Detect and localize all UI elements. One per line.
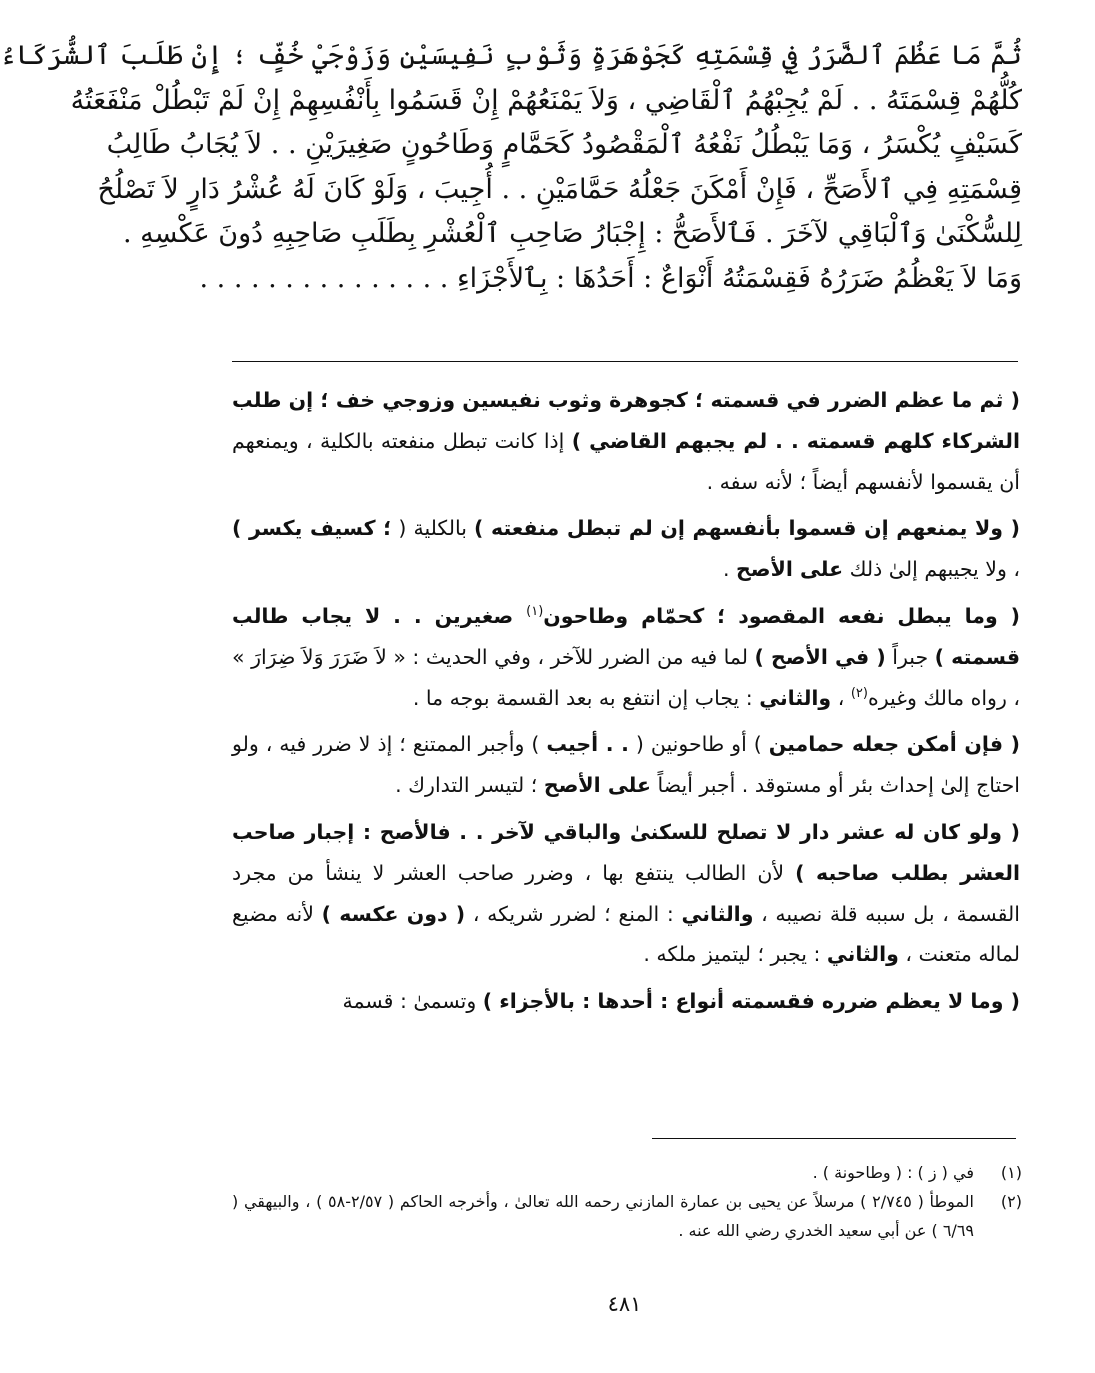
section-divider [232, 361, 1018, 362]
commentary-paragraph [232, 812, 1020, 975]
quoted-matn: ( في الأصح ) [754, 644, 886, 669]
commentary-paragraph [232, 724, 1020, 806]
quoted-matn: ( ولا يمنعهم إن قسموا بأنفسهم إن لم تبطل منفعته ) [474, 516, 1021, 541]
commentary-text: ؛ لتيسر التدارك . [395, 773, 544, 798]
footnote-text: الموطأ ( ٢/٧٤٥ ) مرسلاً عن يحيى بن عمارة المازني رحمه الله تعالىٰ ، وأخرجه الحاكم ( ٢/٥٧-٥٨ ) ، والبيهقي ( ٦/٦٩ ) عن أبي سعيد الخدري رضي الله عنه . [232, 1192, 975, 1240]
commentary-text: ، ولا يجيبهم إلىٰ ذلك [843, 557, 1020, 582]
matn-line: ثُمَّ مَا عَظُمَ ٱلضَّرَرُ فِي قِسْمَتِهِ كَجَوْهَرَةٍ وَثَوْبٍ نَفِيسَيْنِ وَزَوْجَيْ خُفٍّ ؛ إِنْ طَلَبَ ٱلشُّرَكَاءُ [0, 40, 1022, 71]
footnote-number: (١) [1000, 1163, 1022, 1182]
commentary-paragraph [232, 380, 1020, 502]
matn-line: لِلسُّكْنَىٰ وَٱلْبَاقِي لآخَرَ . فَٱلأَصَحُّ : إِجْبَارُ صَاحِبِ ٱلْعُشْرِ بِطَلَبِ صَاحِبِهِ دُونَ عَكْسِهِ . [122, 218, 1022, 249]
quoted-matn: ( فإن أمكن جعله حمامين [768, 732, 1020, 757]
commentary-text: : المنع ؛ لضرر شريكه ، [465, 901, 682, 926]
commentary-text: إذا كانت تبطل منفعته بالكلية ، ويمنعهم أن يقسموا لأنفسهم أيضاً ؛ لأنه سفه . [232, 428, 1020, 494]
matn-line: كُلُّهُمْ قِسْمَتَهُ . . لَمْ يُجِبْهُمُ ٱلْقَاضِي ، وَلاَ يَمْنَعُهُمْ إِنْ قَسَمُوا بِأَنْفُسِهِمْ إِنْ لَمْ تَبْطُلْ مَنْفَعَتُهُ [70, 84, 1022, 116]
quoted-matn: ( ولو كان له عشر دار لا تصلح للسكنىٰ والباقي لآخر . . فالأصح : إجبار صاحب العشر بطلب صاحبه ) [232, 819, 1020, 885]
footnote [232, 1158, 1022, 1187]
commentary-paragraph [232, 508, 1020, 590]
footnote-divider [652, 1138, 1016, 1139]
commentary-text: لما فيه من الضرر للآخر ، وفي الحديث : « لاَ ضَرَرَ وَلاَ ضِرَارَ » ، رواه مالك وغيره [232, 644, 1020, 710]
page-number: ٤٨١ [607, 1292, 642, 1316]
main-text-block [0, 34, 1022, 301]
quoted-matn: ؛ كسيف يكسر ) [232, 516, 392, 541]
commentary-block [232, 380, 1020, 1028]
commentary-text: لأن الطالب ينتفع بها ، وضرر صاحب العشر لا ينشأ من مجرد القسمة ، بل سببه قلة نصيبه ، [232, 860, 1020, 926]
commentary-text: بالكلية ( [391, 516, 475, 541]
footnote-ref: (٢) [850, 685, 868, 701]
footnote-text: في ( ز ) : ( وطاحونة ) . [812, 1163, 974, 1182]
footnote-number: (٢) [1000, 1192, 1022, 1211]
matn-line: وَمَا لاَ يَعْظُمُ ضَرَرُهُ فَقِسْمَتُهُ أَنْوَاعٌ : أَحَدُهَا : بِٱلأَجْزَاءِ . . . . . . . . . . . . . . . [199, 262, 1022, 294]
commentary-text: : يجاب إن انتفع به بعد القسمة بوجه ما . [412, 685, 760, 710]
commentary-text: ، [831, 685, 851, 710]
commentary-text: : يجبر ؛ ليتميز ملكه . [643, 942, 827, 967]
quoted-matn: ( ثم ما عظم الضرر في قسمته ؛ كجوهرة وثوب نفيسين وزوجي خف ؛ إن طلب الشركاء كلهم قسمته . . لم يجبهم القاضي ) [232, 388, 1020, 453]
commentary-text: جبراً [885, 644, 935, 669]
quoted-matn: ( وما يبطل نفعه المقصود ؛ كحمّام وطاحون [543, 603, 1021, 628]
quoted-matn: ( وما لا يعظم ضرره فقسمته أنواع : أحدها : بالأجزاء ) [482, 989, 1020, 1014]
footnotes [232, 1158, 1022, 1245]
matn-line: قِسْمَتِهِ فِي ٱلأَصَحِّ ، فَإِنْ أَمْكَنَ جَعْلُهُ حَمَّامَيْنِ . . أُجِيبَ ، وَلَوْ كَانَ لَهُ عُشْرُ دَارٍ لاَ تَصْلُحُ [97, 173, 1022, 205]
commentary-text: لأنه مضيع لماله متعنت ، [232, 901, 1020, 967]
quoted-matn: على الأصح [736, 557, 844, 582]
commentary-paragraph [232, 981, 1020, 1022]
commentary-text: . [722, 557, 736, 582]
quoted-matn: على الأصح [543, 773, 651, 798]
commentary-paragraph [232, 596, 1020, 718]
quoted-matn: ( دون عكسه ) [321, 901, 466, 926]
keyword: والثاني [826, 942, 899, 967]
keyword: والثاني [681, 901, 754, 926]
footnote-ref: (١) [526, 604, 544, 620]
matn-line: كَسَيْفٍ يُكْسَرُ ، وَمَا يَبْطُلُ نَفْعُهُ ٱلْمَقْصُودُ كَحَمَّامٍ وَطَاحُونٍ صَغِيرَيْنِ . . لاَ يُجَابُ طَالِبُ [106, 129, 1022, 160]
commentary-text: وتسمىٰ : قسمة [342, 989, 483, 1014]
commentary-text: ) أو طاحونين ( [628, 732, 769, 757]
keyword: والثاني [759, 685, 832, 710]
commentary-text: ) وأجبر الممتنع ؛ إذ لا ضرر فيه ، ولو احتاج إلىٰ إحداث بئر أو مستوقد . أجبر أيضاً [232, 732, 1020, 798]
quoted-matn: صغيرين . . لا يجاب طالب قسمته ) [232, 603, 1020, 669]
footnote [232, 1187, 1022, 1245]
quoted-matn: . . أجيب [546, 732, 629, 757]
